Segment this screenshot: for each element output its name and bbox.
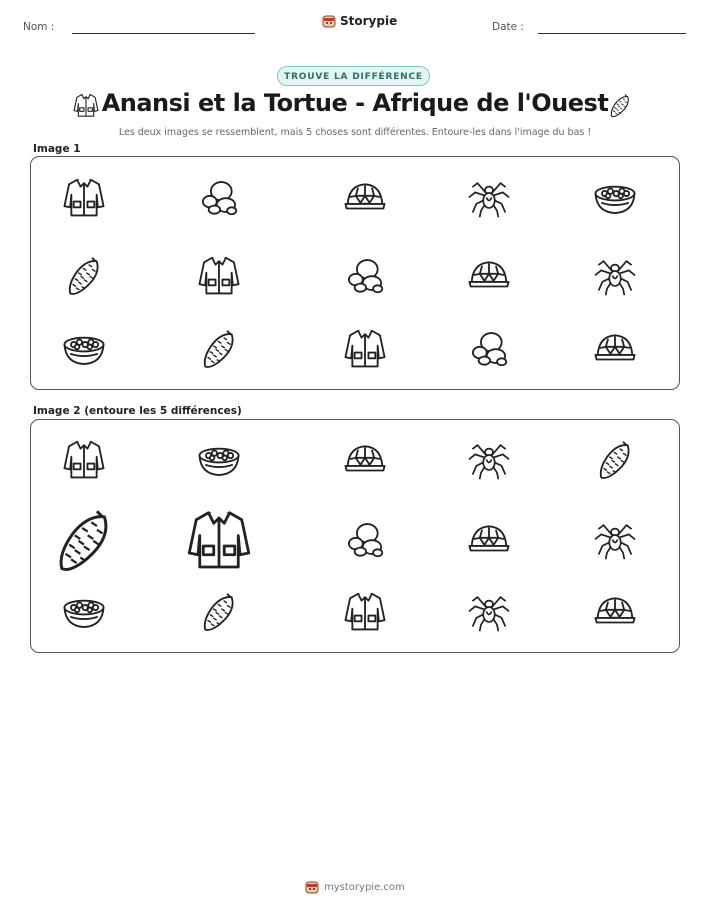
pinecone-icon [196, 588, 242, 634]
jacket-icon [342, 588, 388, 634]
bowl-icon [61, 588, 107, 634]
pinecone-icon [196, 325, 242, 371]
jacket-icon [61, 436, 107, 482]
mascot-icon [322, 14, 336, 28]
activity-badge: TROUVE LA DIFFÉRENCE [277, 66, 430, 86]
bowl-icon [196, 436, 242, 482]
pinecone-icon [606, 91, 634, 119]
image2-label: Image 2 (entoure les 5 différences) [33, 405, 242, 417]
image1-label: Image 1 [33, 143, 81, 155]
brand-name: Storypie [340, 14, 398, 28]
jacket-icon [61, 174, 107, 220]
jacket-icon [184, 504, 254, 574]
footer [305, 880, 405, 894]
image1-panel [30, 156, 680, 390]
jacket-icon [72, 91, 100, 119]
turtle-shell-icon [466, 516, 512, 562]
spider-icon [592, 252, 638, 298]
pinecone-icon [592, 436, 638, 482]
stones-icon [342, 252, 388, 298]
name-label: Nom : [23, 21, 55, 33]
date-label: Date : [492, 21, 524, 33]
spider-icon [466, 436, 512, 482]
mascot-icon [305, 880, 319, 894]
turtle-shell-icon [592, 588, 638, 634]
date-line [538, 33, 686, 34]
page-title: Anansi et la Tortue - Afrique de l'Ouest [101, 89, 609, 117]
spider-icon [466, 588, 512, 634]
instructions: Les deux images se ressemblent, mais 5 choses sont différentes. Entoure-les dans l'image du bas ! [118, 127, 592, 138]
turtle-shell-icon [342, 174, 388, 220]
name-line [72, 33, 255, 34]
spider-icon [592, 516, 638, 562]
bowl-icon [592, 174, 638, 220]
bowl-icon [61, 325, 107, 371]
stones-icon [342, 516, 388, 562]
footer-url: mystorypie.com [324, 881, 405, 893]
turtle-shell-icon [592, 325, 638, 371]
pinecone-icon [61, 252, 107, 298]
spider-icon [466, 174, 512, 220]
brand-logo [322, 14, 397, 28]
turtle-shell-icon [466, 252, 512, 298]
turtle-shell-icon [342, 436, 388, 482]
image2-panel [30, 419, 680, 653]
pinecone-icon [47, 502, 121, 576]
jacket-icon [196, 252, 242, 298]
stones-icon [196, 174, 242, 220]
stones-icon [466, 325, 512, 371]
jacket-icon [342, 325, 388, 371]
